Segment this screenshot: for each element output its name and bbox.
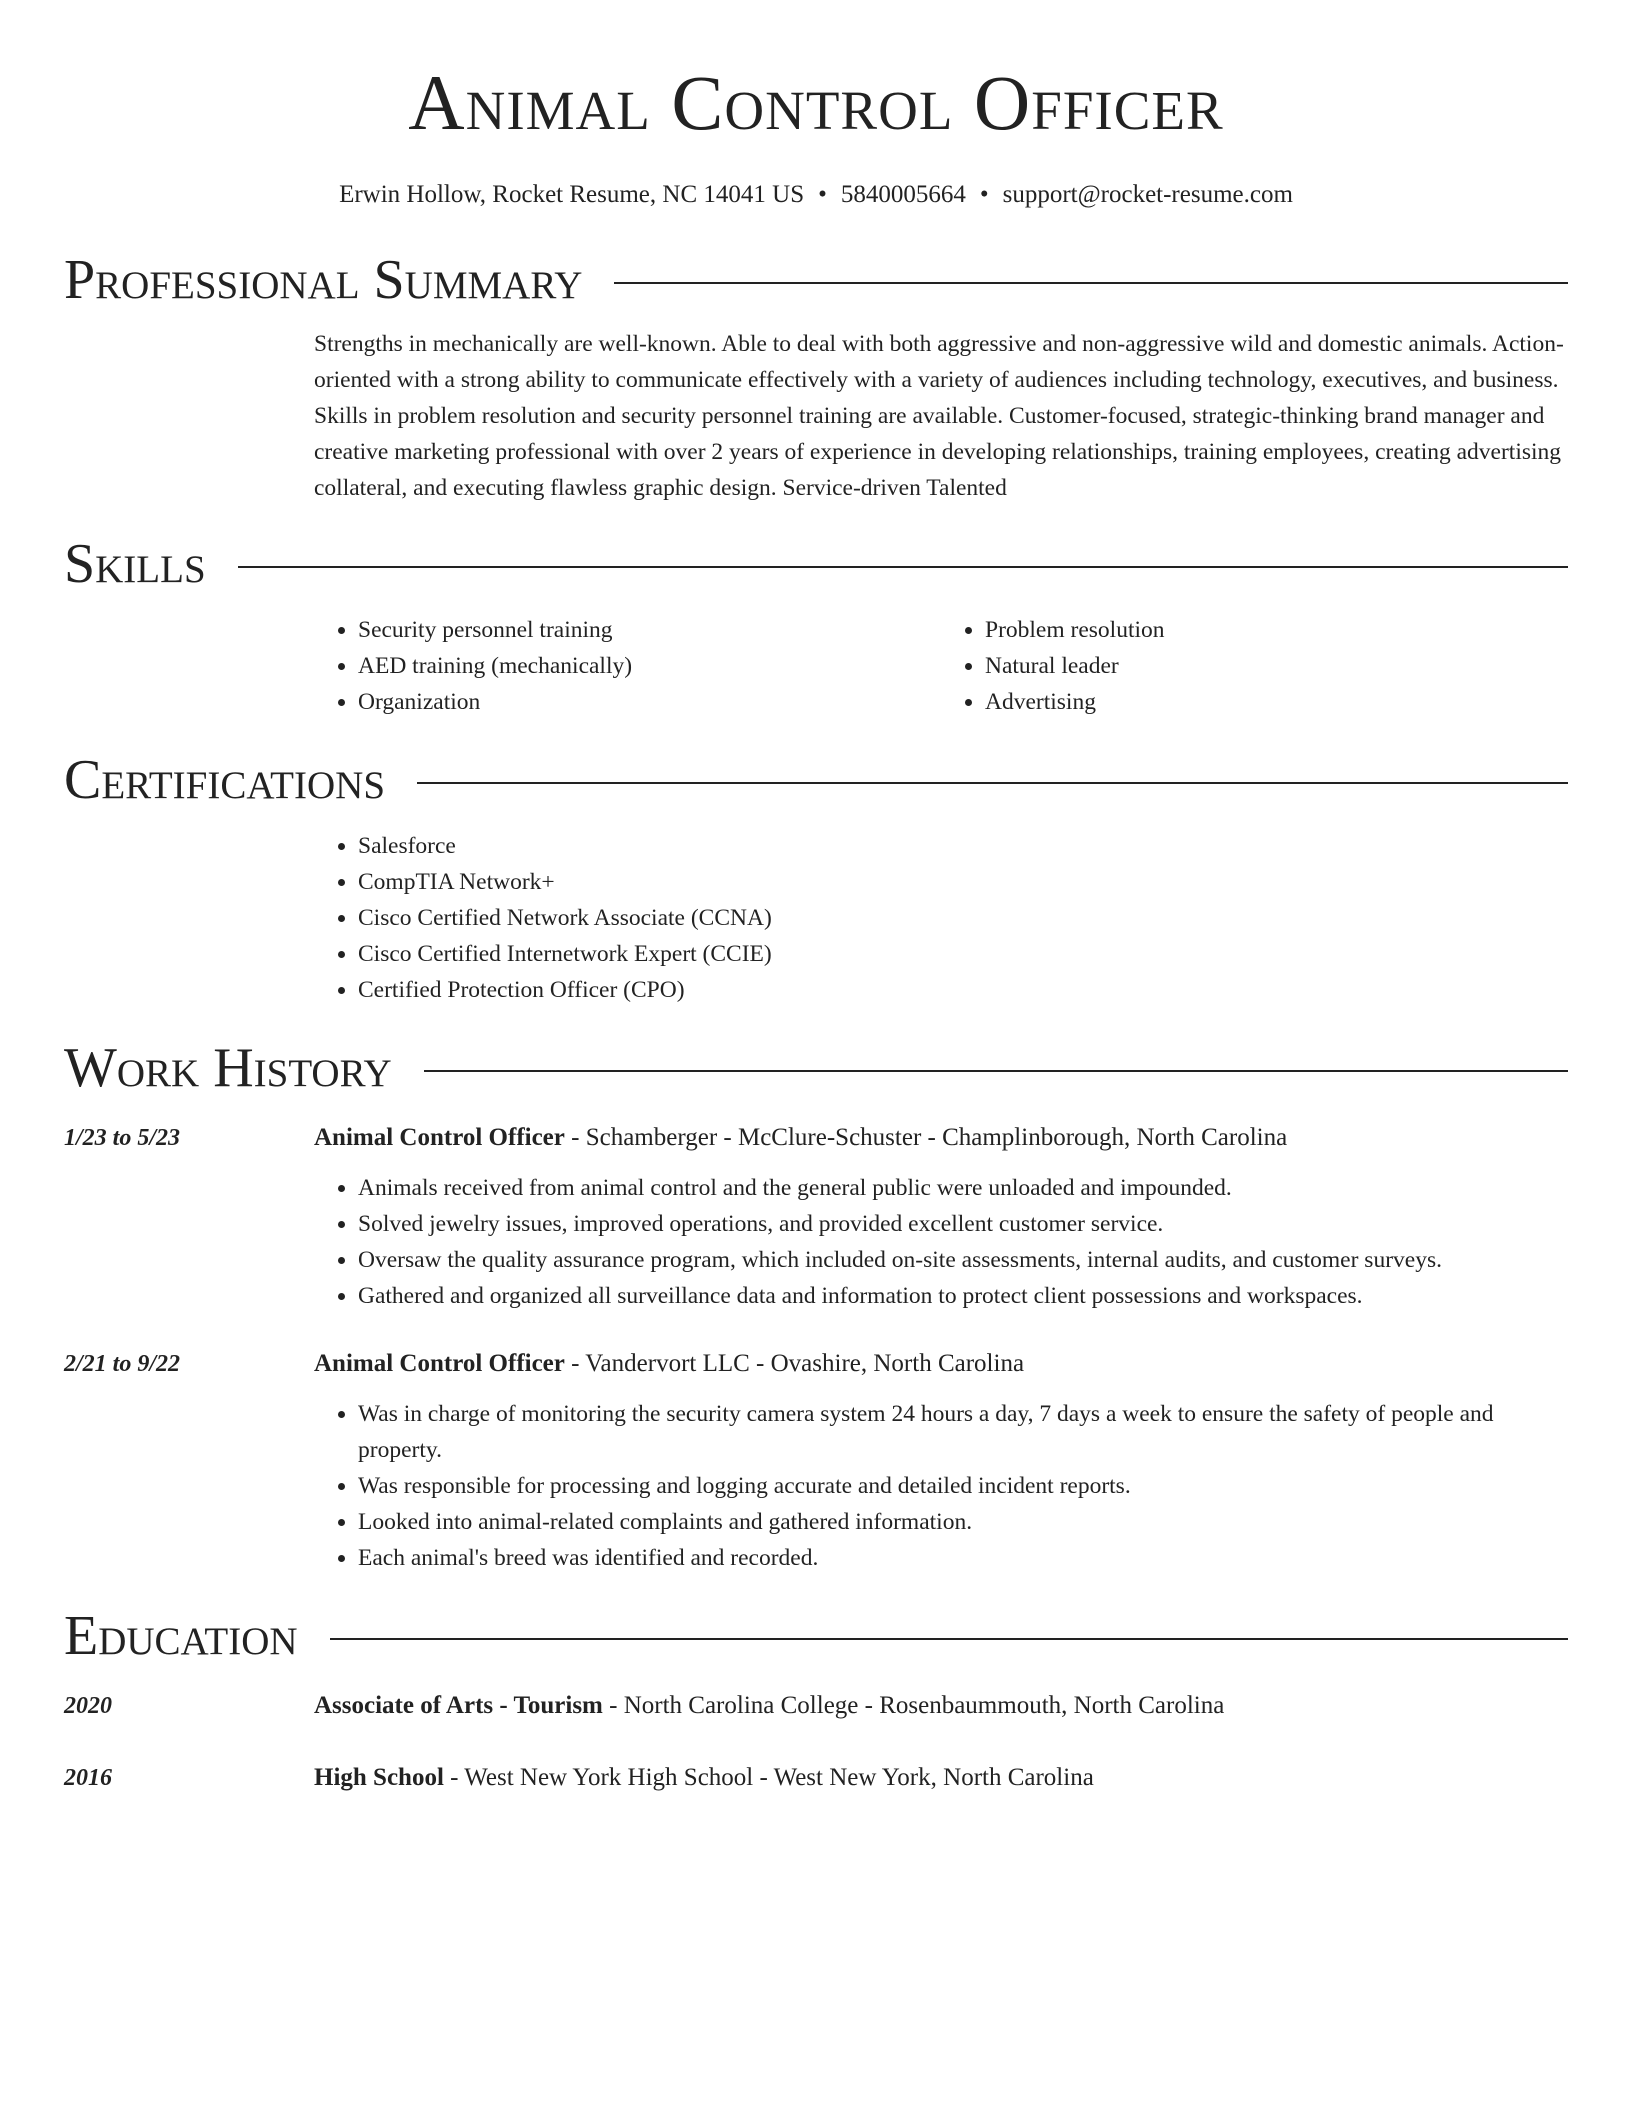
certification-item: • Salesforce bbox=[358, 828, 1568, 864]
skills-column-left bbox=[314, 612, 941, 720]
skills-list bbox=[314, 612, 1568, 720]
contact-separator: • bbox=[818, 181, 827, 208]
job-bullet: • Animals received from animal control and the general public were unloaded and impounded. bbox=[358, 1170, 1568, 1206]
certification-item: • Certified Protection Officer (CPO) bbox=[358, 972, 1568, 1008]
job-bullet: • Oversaw the quality assurance program, which included on-site assessments, internal audits, and customer surveys. bbox=[358, 1242, 1568, 1278]
education-date: 2016 bbox=[64, 1765, 112, 1791]
job-bullet: • Solved jewelry issues, improved operations, and provided excellent customer service. bbox=[358, 1206, 1568, 1242]
job-role: Animal Control Officer bbox=[314, 1124, 565, 1151]
job-bullet: • Was responsible for processing and logging accurate and detailed incident reports. bbox=[358, 1468, 1568, 1504]
summary-section-header bbox=[64, 246, 1568, 314]
certifications-section-header bbox=[64, 746, 1568, 814]
contact-email: support@rocket-resume.com bbox=[1002, 181, 1293, 208]
section-title-education: Education bbox=[64, 1605, 298, 1667]
contact-address: Erwin Hollow, Rocket Resume, NC 14041 US bbox=[339, 181, 805, 208]
job-bullet: • Was in charge of monitoring the security camera system 24 hours a day, 7 days a week to ensure the safety of people and property. bbox=[358, 1396, 1568, 1468]
skills-column-right bbox=[941, 612, 1568, 720]
skill-item: • Organization bbox=[358, 684, 941, 720]
skill-item: • Natural leader bbox=[985, 648, 1568, 684]
resume-name: Animal Control Officer bbox=[408, 59, 1224, 146]
section-divider bbox=[424, 1070, 1568, 1072]
education-entry bbox=[64, 1688, 1568, 1724]
job-title-line bbox=[314, 1346, 1568, 1382]
education-body bbox=[314, 1760, 1568, 1796]
education-details: - North Carolina College - Rosenbaummouth, North Carolina bbox=[602, 1692, 1225, 1719]
job-role: Animal Control Officer bbox=[314, 1350, 565, 1377]
education-details: - West New York High School - West New York, North Carolina bbox=[443, 1764, 1094, 1791]
section-title-skills: Skills bbox=[64, 533, 206, 595]
certification-item: • Cisco Certified Internetwork Expert (CCIE) bbox=[358, 936, 1568, 972]
work-section-header bbox=[64, 1034, 1568, 1102]
certifications-list bbox=[314, 828, 1568, 1008]
job-date: 1/23 to 5/23 bbox=[64, 1125, 181, 1151]
contact-phone: 5840005664 bbox=[840, 181, 966, 208]
education-degree: Associate of Arts - Tourism bbox=[314, 1692, 603, 1719]
section-divider bbox=[614, 282, 1568, 284]
job-date: 2/21 to 9/22 bbox=[64, 1351, 181, 1377]
education-degree: High School bbox=[314, 1764, 444, 1791]
certification-item: • CompTIA Network+ bbox=[358, 864, 1568, 900]
skills-section-header bbox=[64, 530, 1568, 598]
education-title-line bbox=[314, 1760, 1568, 1796]
job-bullets bbox=[314, 1170, 1568, 1314]
section-title-summary: Professional Summary bbox=[64, 249, 583, 311]
job-bullet: • Looked into animal-related complaints and gathered information. bbox=[358, 1504, 1568, 1540]
section-title-work: Work History bbox=[64, 1037, 392, 1099]
education-title-line bbox=[314, 1688, 1568, 1724]
section-divider bbox=[330, 1638, 1568, 1640]
summary-text: Strengths in mechanically are well-known. Able to deal with both aggressive and non-aggressive wild and domestic animals. Action-oriented with a strong ability to communicate effectively with a variety of audiences including technology, executives, and business. Skills in problem resolution and security personnel training are available. Customer-focused, strategic-thinking brand manager and creative marketing professional with over 2 years of experience in developing relationships, training employees, creating advertising collateral, and executing flawless graphic design. Service-driven Talented bbox=[314, 331, 1564, 501]
education-section-header bbox=[64, 1602, 1568, 1670]
contact-separator: • bbox=[979, 181, 989, 208]
contact-line bbox=[64, 180, 1568, 210]
section-divider bbox=[417, 782, 1568, 784]
skill-item: • Security personnel training bbox=[358, 612, 941, 648]
job-body bbox=[314, 1346, 1568, 1576]
skill-item: • AED training (mechanically) bbox=[358, 648, 941, 684]
education-entry bbox=[64, 1760, 1568, 1796]
job-bullet: • Each animal's breed was identified and recorded. bbox=[358, 1540, 1568, 1576]
job-body bbox=[314, 1120, 1568, 1314]
education-date: 2020 bbox=[64, 1693, 112, 1719]
job-bullets bbox=[314, 1396, 1568, 1576]
certification-item: • Cisco Certified Network Associate (CCNA) bbox=[358, 900, 1568, 936]
summary-body bbox=[314, 326, 1568, 506]
job-bullet: • Gathered and organized all surveillance data and information to protect client possessions and workspaces. bbox=[358, 1278, 1568, 1314]
job-entry bbox=[64, 1120, 1568, 1314]
section-title-certifications: Certifications bbox=[64, 749, 386, 811]
job-details: - Vandervort LLC - Ovashire, North Carolina bbox=[564, 1350, 1025, 1377]
education-body bbox=[314, 1688, 1568, 1724]
section-divider bbox=[238, 566, 1568, 568]
skill-item: • Problem resolution bbox=[985, 612, 1568, 648]
job-details: - Schamberger - McClure-Schuster - Champlinborough, North Carolina bbox=[564, 1124, 1288, 1151]
resume-page bbox=[64, 0, 1568, 1796]
job-title-line bbox=[314, 1120, 1568, 1156]
job-entry bbox=[64, 1346, 1568, 1576]
skill-item: • Advertising bbox=[985, 684, 1568, 720]
